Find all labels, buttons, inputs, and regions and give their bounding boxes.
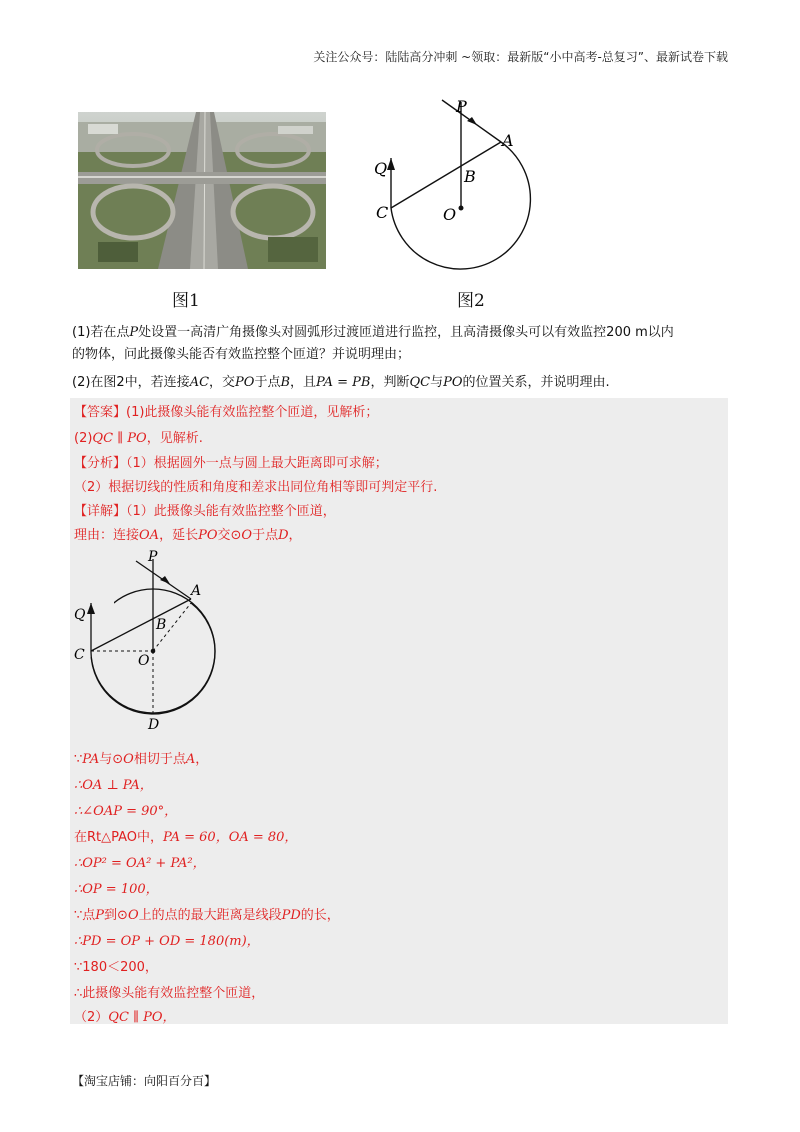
label-B: B [156, 617, 167, 633]
step-1: ∵PA与⊙O相切于点A， [74, 752, 209, 767]
label-O: O [138, 653, 150, 669]
detail-line-1: 【详解】（1）此摄像头能有效监控整个匝道， [74, 504, 336, 519]
analysis-line-2: （2）根据切线的性质和角度和差求出同位角相等即可判定平行. [74, 480, 438, 495]
step-2: ∴OA ⊥ PA， [74, 778, 153, 793]
step-8: ∴PD = OP + OD = 180(m)， [74, 934, 260, 949]
step-5: ∴OP² = OA² + PA²， [74, 856, 206, 871]
label-D: D [148, 717, 160, 733]
label-C: C [376, 203, 389, 222]
answer-line-1: 【答案】(1)此摄像头能有效监控整个匝道，见解析； [74, 405, 379, 420]
label-Q: Q [374, 159, 388, 178]
label-O: O [443, 205, 457, 224]
interchange-photo [78, 112, 326, 269]
figure-2-diagram [360, 96, 580, 306]
solution-diagram [70, 547, 230, 737]
figure-1-caption: 图1 [172, 291, 200, 311]
figure-2-caption: 图2 [457, 291, 485, 311]
step-7: ∵点P到⊙O上的点的最大距离是线段PD的长， [74, 908, 340, 923]
step-9: ∵180＜200， [74, 960, 158, 975]
label-B: B [464, 167, 476, 186]
question-1: (1)若在点P处设置一高清广角摄像头对圆弧形过渡匝道进行监控，且高清摄像头可以有效监控200 m以内 的物体，问此摄像头能否有效监控整个匝道？并说明理由； [72, 325, 674, 362]
question-2: (2)在图2中，若连接AC，交PO于点B，且PA = PB，判断QC与PO的位置关系，并说明理由. [72, 375, 610, 390]
step-6: ∴OP = 100， [74, 882, 159, 897]
label-Q: Q [74, 607, 86, 623]
step-3: ∴∠OAP = 90°， [74, 804, 178, 819]
step-11: （2）QC ∥ PO， [74, 1010, 176, 1025]
page-footer: 【淘宝店铺：向阳百分百】 [72, 1074, 217, 1088]
label-A: A [502, 131, 514, 150]
step-4: 在Rt△PAO中，PA = 60，OA = 80， [74, 830, 298, 845]
page-header: 关注公众号：陆陆高分冲刺 ~领取：最新版“小中高考-总复习”、最新试卷下载 [313, 50, 728, 64]
answer-line-2: (2)QC ∥ PO，见解析. [74, 431, 203, 446]
label-P: P [456, 97, 467, 116]
detail-reason: 理由：连接OA，延长PO交⊙O于点D， [74, 528, 302, 543]
step-10: ∴此摄像头能有效监控整个匝道， [74, 986, 265, 1001]
label-A: A [191, 583, 202, 599]
label-C: C [74, 647, 85, 663]
label-P: P [148, 549, 158, 565]
analysis-line-1: 【分析】（1）根据圆外一点与圆上最大距离即可求解； [74, 456, 388, 471]
